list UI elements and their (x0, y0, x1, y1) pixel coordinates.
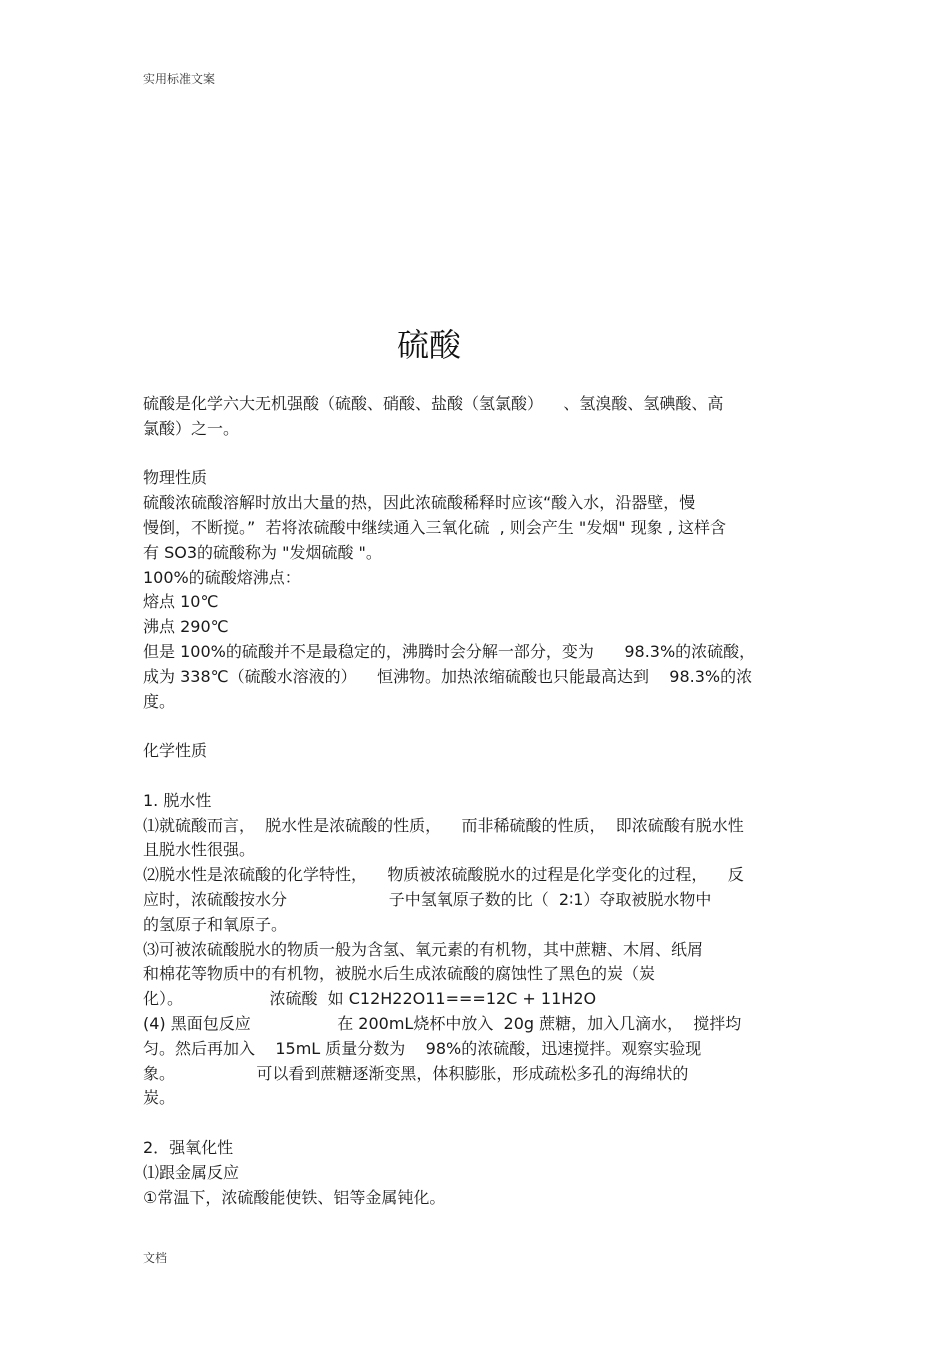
body-line: 象。 可以看到蔗糖逐渐变黑，体积膨胀，形成疏松多孔的海绵状的 (143, 1063, 689, 1083)
body-line: 100%的硫酸熔沸点： (143, 567, 301, 587)
page-header-label: 实用标准文案 (143, 72, 216, 86)
body-line: 且脱水性很强。 (143, 840, 256, 860)
body-line: 熔点 10℃ (143, 592, 219, 612)
body-line: ⑵脱水性是浓硫酸的化学特性， 物质被浓硫酸脱水的过程是化学变化的过程， 反 (143, 865, 744, 885)
body-line: 氯酸）之一。 (143, 418, 240, 438)
blank-line (143, 714, 813, 739)
body-line: 炭。 (143, 1088, 176, 1108)
page-footer-label: 文档 (143, 1251, 168, 1265)
body-line: 沸点 290℃ (143, 617, 229, 637)
body-line: ⑶可被浓硫酸脱水的物质一般为含氢、氧元素的有机物，其中蔗糖、木屑、纸屑 (143, 939, 704, 959)
body-line: 应时，浓硫酸按水分 子中氢氧原子数的比（ 2∶1）夺取被脱水物中 (143, 889, 712, 909)
body-line: 硫酸浓硫酸溶解时放出大量的热，因此浓硫酸稀释时应该“酸入水，沿器壁，慢 (143, 493, 696, 513)
body-line: (4) 黑面包反应 在 200mL烧杯中放入 20g 蔗糖，加入几滴水， 搅拌均 (143, 1013, 742, 1033)
body-line: 但是 100%的硫酸并不是最稳定的，沸腾时会分解一部分，变为 98.3%的浓硫酸， (143, 641, 756, 661)
body-line: 物理性质 (143, 468, 208, 488)
body-line: 2．强氧化性 (143, 1137, 234, 1157)
body-line: 1. 脱水性 (143, 790, 212, 810)
blank-line (143, 442, 813, 467)
body-line: 和棉花等物质中的有机物，被脱水后生成浓硫酸的腐蚀性了黑色的炭（炭 (143, 964, 656, 984)
body-line: 硫酸是化学六大无机强酸（硫酸、硝酸、盐酸（氢氯酸） 、氢溴酸、氢碘酸、高 (143, 394, 724, 413)
blank-line (143, 764, 813, 789)
body-line: 有 SO3的硫酸称为 "发烟硫酸 "。 (143, 542, 382, 562)
document-title: 硫酸 (396, 326, 461, 364)
body-line: 化）。 浓硫酸 如 C12H22O11===12C + 11H2O (143, 989, 597, 1009)
body-line: ①常温下，浓硫酸能使铁、铝等金属钝化。 (143, 1187, 446, 1207)
blank-line (143, 1111, 813, 1136)
body-line: ⑴就硫酸而言， 脱水性是浓硫酸的性质， 而非稀硫酸的性质， 即浓硫酸有脱水性 (143, 815, 744, 835)
document-body (143, 392, 813, 1210)
body-line: 的氢原子和氧原子。 (143, 914, 288, 934)
body-line: 化学性质 (143, 741, 208, 761)
body-line: 成为 338℃（硫酸水溶液的） 恒沸物。加热浓缩硫酸也只能最高达到 98.3%的浓 (143, 666, 753, 686)
body-line: ⑴跟金属反应 (143, 1162, 240, 1182)
body-line: 慢倒，不断搅。” 若将浓硫酸中继续通入三氧化硫 , 则会产生 "发烟" 现象 , 这样含 (143, 517, 726, 537)
body-line: 度。 (143, 691, 176, 711)
body-line: 匀。然后再加入 15mL 质量分数为 98%的浓硫酸，迅速搅拌。观察实验现 (143, 1038, 702, 1058)
